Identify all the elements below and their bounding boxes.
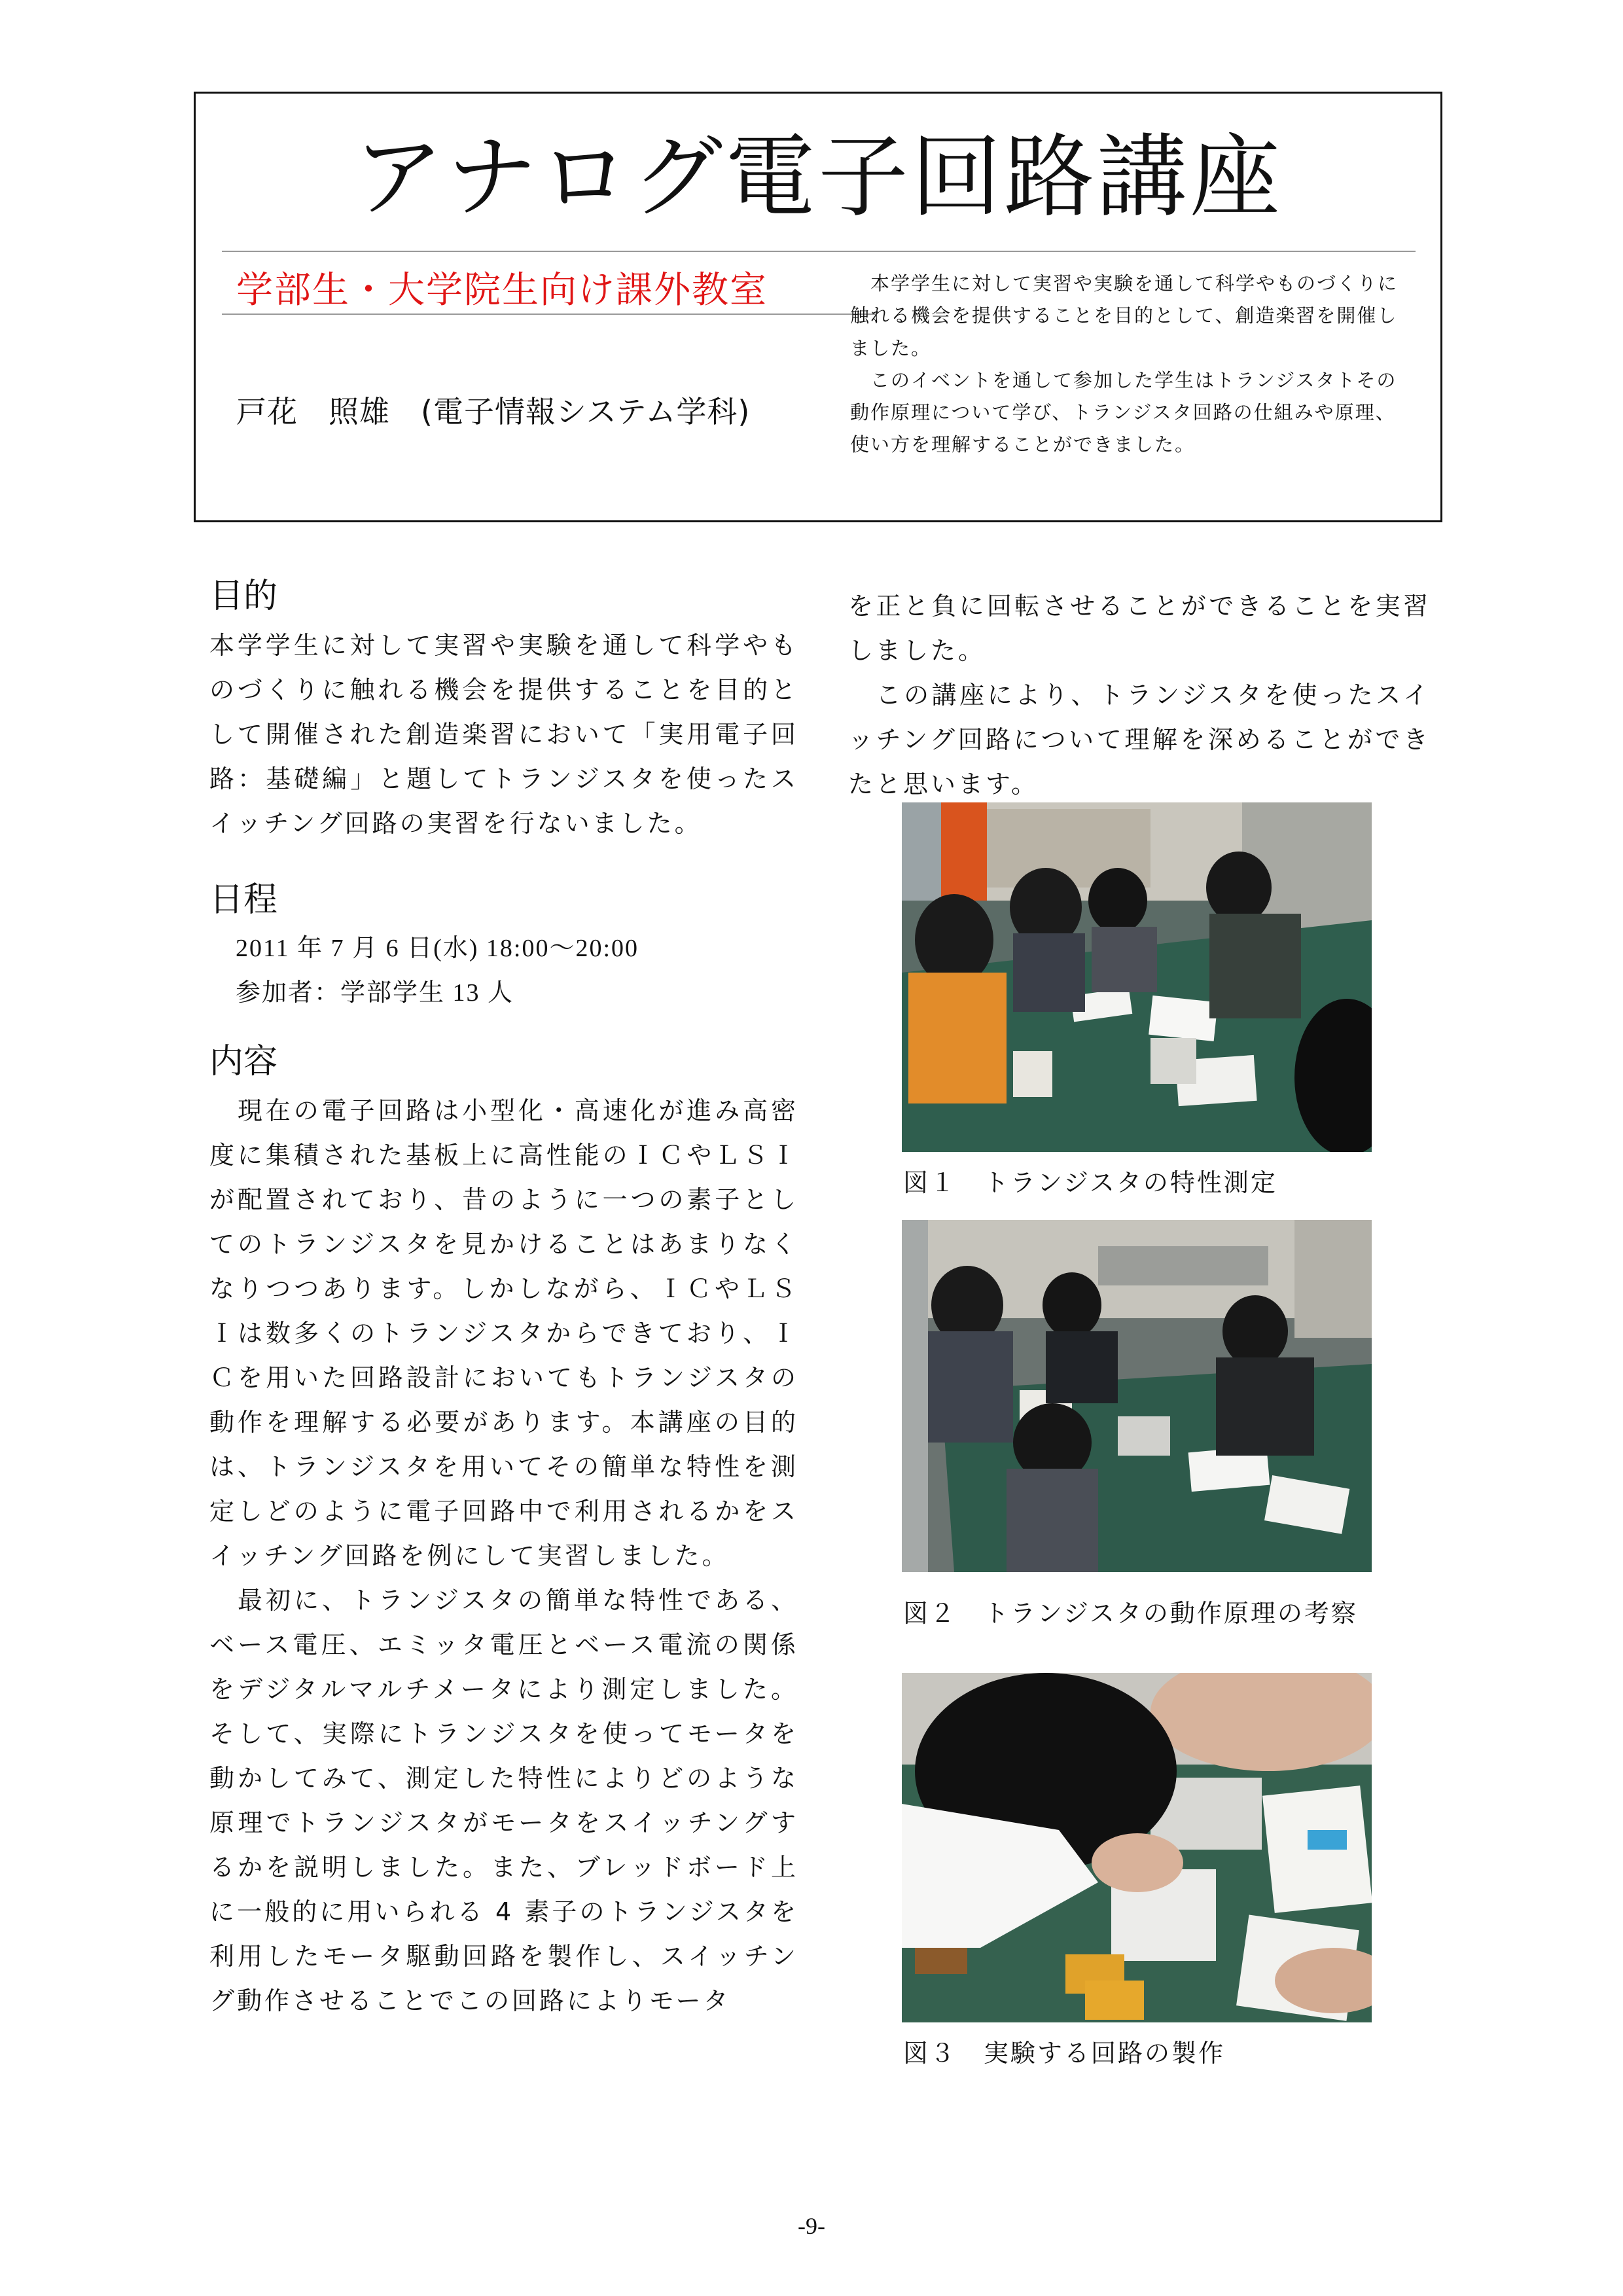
schedule-participants: 参加者：学部学生 13 人 (236, 979, 514, 1007)
subtitle: 学部生・大学院生向け課外教室 (236, 269, 768, 312)
figure-3-photo (902, 1673, 1372, 2022)
header-box (194, 92, 1442, 522)
content-paragraph-3: を正と負に回転させることができることを実習しました。 (848, 592, 1431, 665)
figure-1-caption: 図１ トランジスタの特性測定 (903, 1168, 1277, 1197)
author: 戸花 照雄 (電子情報システム学科) (236, 394, 751, 429)
page-title: アナログ電子回路講座 (353, 124, 1283, 230)
subtitle-divider (222, 314, 876, 315)
purpose-body: 本学学生に対して実習や実験を通して科学やものづくりに触れる機会を提供することを目的として開催された創造楽習において「実用電子回路：基礎編」と題してトランジスタを使ったスイッチング回路の実習を行ないました。 (209, 630, 798, 838)
page-number: -9- (798, 2213, 825, 2239)
figure-2-caption: 図２ トランジスタの動作原理の考察 (903, 1599, 1358, 1628)
figure-1-photo (902, 802, 1372, 1152)
content-paragraph-1: 現在の電子回路は小型化・高速化が進み高密度に集積された基板上に高性能のＩＣやＬＳＩが配置されており、昔のように一つの素子としてのトランジスタを見かけることはあまりなくなりつつあります。しかしながら、ＩＣやＬＳＩは数多くのトランジスタからできており、ＩＣを用いた回路設計においてもトランジスタの動作を理解する必要があります。本講座の目的は、トランジスタを用いてその簡単な特性を測定しどのように電子回路中で利用されるかをスイッチング回路を例にして実習しました。 (209, 1096, 798, 1570)
figure-3-caption: 図３ 実験する回路の製作 (903, 2039, 1226, 2068)
section-heading-content: 内容 (209, 1042, 278, 1082)
figure-2-photo (902, 1220, 1372, 1572)
right-column (848, 584, 1431, 806)
title-divider (222, 251, 1416, 252)
abstract: 本学学生に対して実習や実験を通して科学やものづくりに触れる機会を提供することを目的として、創造楽習を開催しました。 このイベントを通して参加した学生はトランジスタトその動作原理について学び、トランジスタ回路の仕組みや原理、使い方を理解することができました。 (850, 272, 1399, 456)
section-heading-purpose: 目的 (209, 577, 278, 616)
left-column (209, 575, 798, 2023)
content-paragraph-4: この講座により、トランジスタを使ったスイッチング回路について理解を深めることができたと思います。 (848, 681, 1431, 798)
section-heading-schedule: 日程 (209, 880, 278, 920)
content-paragraph-2: 最初に、トランジスタの簡単な特性である、ベース電圧、エミッタ電圧とベース電流の関係をデジタルマルチメータにより測定しました。そして、実際にトランジスタを使ってモータを動かしてみて、測定した特性によりどのような原理でトランジスタがモータをスイッチングするかを説明しました。また、ブレッドボード上に一般的に用いられる 4 素子のトランジスタを利用したモータ駆動回路を製作し、スイッチング動作させることでこの回路によりモータ (209, 1585, 798, 2015)
schedule-date: 2011 年 7 月 6 日(水) 18:00～20:00 (236, 935, 639, 963)
